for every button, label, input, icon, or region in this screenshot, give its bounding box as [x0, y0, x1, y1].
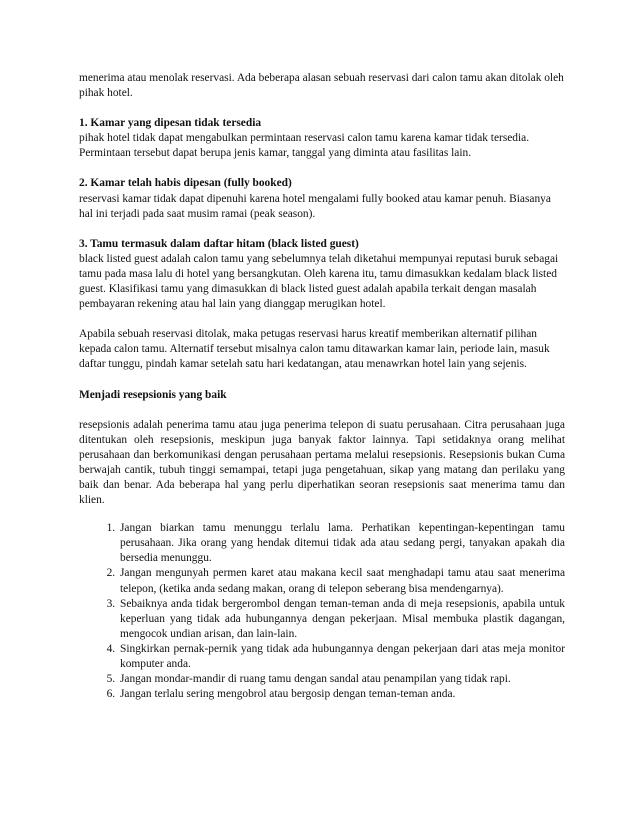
section-2-heading: 2. Kamar telah habis dipesan (fully booked): [79, 177, 292, 190]
section-1-body: pihak hotel tidak dapat mengabulkan permintaan reservasi calon tamu karena kamar tidak tersedia. Permintaan tersebut dapat berupa jenis kamar, tanggal yang diminta atau fasilitas lain.: [79, 132, 530, 160]
section-2-body: reservasi kamar tidak dapat dipenuhi karena hotel mengalami fully booked atau kamar penuh. Biasanya hal ini terjadi pada saat musim ramai (peak season).: [79, 192, 551, 220]
section-3-body: black listed guest adalah calon tamu yang sebelumnya telah diketahui mempunyai reputasi buruk sebagai tamu pada masa lalu di hotel yang bersangkutan. Oleh karena itu, tamu dimasukkan kedalam black listed guest. Klasifikasi tamu yang dimasukkan di black listed guest adalah apabila terkait dengan masalah pembayaran rekening atau hal lain yang dianggap merugikan hotel.: [79, 252, 559, 311]
alternatif-paragraph: Apabila sebuah reservasi ditolak, maka petugas reservasi harus kreatif memberikan alternatif pilihan kepada calon tamu. Alternatif tersebut misalnya calon tamu ditawarkan kamar lain, periode lain, masuk daftar tunggu, pindah kamar setelah satu hari kedatangan, atau menawrkan hotel lain yang sejenis.: [79, 328, 550, 371]
intro-paragraph: menerima atau menolak reservasi. Ada beberapa alasan sebuah reservasi dari calon tamu akan ditolak oleh pihak hotel.: [79, 72, 564, 100]
list-item: 2. Jangan mengunyah permen karet atau makana kecil saat menghadapi tamu atau saat menerima telepon, (ketika anda sedang makan, orang di telepon seberang bisa mendengarnya).: [118, 566, 565, 596]
section-1-heading: 1. Kamar yang dipesan tidak tersedia: [79, 117, 262, 130]
resepsionis-body: resepsionis adalah penerima tamu atau juga penerima telepon di suatu perusahaan. Citra perusahaan juga ditentukan oleh resepsionis, meskipun juga banyak faktor lainnya. Tapi setidaknya orang melihat perusahaan dan berkomunikasi dengan perusahaan pertama melalui resepsionis. Resepsionis bukan Cuma berwajah cantik, tubuh tinggi semampai, tetapi juga pengetahuan, sikap yang matang dan perilaku yang baik dan benar. Ada beberapa hal yang perlu diperhatikan seoran resepsionis saat menerima tamu dan klien.: [79, 418, 565, 507]
resepsionis-heading: Menjadi resepsionis yang baik: [79, 388, 227, 401]
document-body: [79, 71, 565, 702]
section-3-heading: 3. Tamu termasuk dalam daftar hitam (black listed guest): [79, 237, 359, 250]
list-item: 3. Sebaiknya anda tidak bergerombol dengan teman-teman anda di meja resepsionis, apabila untuk keperluan yang tidak ada hubungannya dengan pekerjaan. Misal membuka plastik dagangan, mengocok undian arisan, dan lain-lain.: [118, 597, 565, 642]
list-item: 1. Jangan biarkan tamu menunggu terlalu lama. Perhatikan kepentingan-kepentingan tamu perusahaan. Jika orang yang hendak ditemui tidak ada atau sedang pergi, tanyakan apakah dia bersedia menunggu.: [118, 521, 565, 566]
list-item: 6. Jangan terlalu sering mengobrol atau bergosip dengan teman-teman anda.: [118, 687, 565, 702]
tips-list: [79, 521, 565, 702]
list-item: 5. Jangan mondar-mandir di ruang tamu dengan sandal atau penampilan yang tidak rapi.: [118, 672, 565, 687]
list-item: 4. Singkirkan pernak-pernik yang tidak ada hubungannya dengan pekerjaan dari atas meja monitor komputer anda.: [118, 642, 565, 672]
